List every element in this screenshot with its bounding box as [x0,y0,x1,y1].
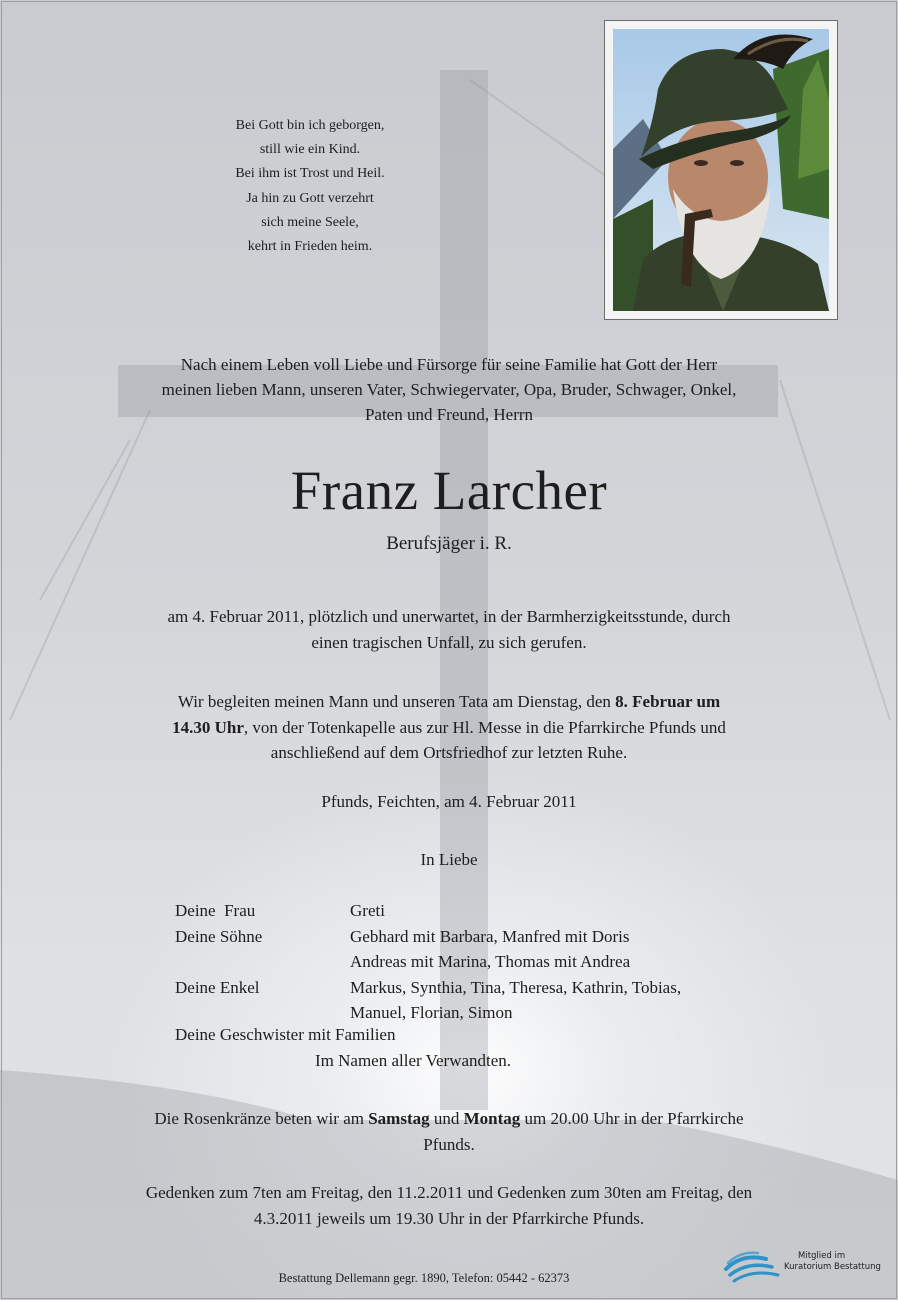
family-names: Andreas mit Marina, Thomas mit Andrea [350,952,631,971]
siblings-line: Deine Geschwister mit Familien [175,1025,396,1044]
in-love-heading: In Liebe [420,850,478,869]
portrait-photo [613,29,829,311]
relation-label: Deine Enkel [175,977,260,997]
intro-line: Nach einem Leben voll Liebe und Fürsorge für seine Familie hat Gott der Herr [180,355,718,374]
kuratorium-badge [722,1245,881,1290]
funeral-text: Wir begleiten meinen Mann und unseren Tata am Dienstag, den [177,692,616,711]
kuratorium-member-text: Mitglied im [798,1251,846,1261]
poem-line: Ja hin zu Gott verzehrt [246,190,374,206]
rosary-notice [40,1106,858,1157]
death-line: einen tragischen Unfall, zu sich gerufen. [311,632,587,652]
funeral-notice [40,689,858,766]
relation-column [175,898,262,1000]
funeral-line-2 [40,715,858,741]
relation-label: Deine Söhne [175,926,263,946]
funeral-line-1 [40,689,858,715]
poem [190,114,430,259]
memorial-notice [40,1180,858,1231]
deceased-title: Berufsjäger i. R. [386,533,512,554]
names-column [350,898,681,1026]
intro-paragraph [40,352,858,427]
family-names: Gebhard mit Barbara, Manfred mit Doris [350,926,630,946]
rosary-text: um 20.00 Uhr in der Pfarrkirche [520,1109,744,1128]
relatives-line: Im Namen aller Verwandten. [315,1051,512,1070]
funeral-text: , von der Totenkapelle aus zur Hl. Messe in die Pfarrkirche Pfunds und [243,717,726,737]
family-names: Markus, Synthia, Tina, Theresa, Kathrin, Tobias, [350,977,682,997]
poem-line: Bei ihm ist Trost und Heil. [235,166,385,182]
death-notice [40,604,858,655]
rosary-text: Die Rosenkränze beten wir am [154,1109,369,1128]
funeral-line-3: anschließend auf dem Ortsfriedhof zur letzten Ruhe. [270,743,628,762]
deceased-name: Franz Larcher [290,460,608,521]
relation-label: Deine Frau [175,901,256,920]
death-line: am 4. Februar 2011, plötzlich und unerwartet, in der Barmherzigkeitsstunde, durch [167,607,731,626]
portrait-frame [604,20,838,320]
rosary-line-2: Pfunds. [423,1134,475,1154]
kuratorium-name-text: Kuratorium Bestattung [784,1262,881,1272]
family-list [175,898,815,1068]
family-names: Manuel, Florian, Simon [350,1003,513,1022]
intro-line: Paten und Freund, Herrn [364,405,534,424]
poem-line: sich meine Seele, [261,214,359,230]
funeral-date: 8. Februar um [615,692,721,711]
funeral-time: 14.30 Uhr [172,717,244,737]
family-names: Greti [350,901,385,920]
funeral-home-footer: Bestattung Dellemann gegr. 1890, Telefon: 05442 - 62373 [278,1271,570,1285]
poem-line: still wie ein Kind. [259,142,361,158]
kuratorium-logo-icon [722,1247,788,1287]
memorial-line: Gedenken zum 7ten am Freitag, den 11.2.2011 und Gedenken zum 30ten am Freitag, den [145,1183,753,1202]
memorial-line: 4.3.2011 jeweils um 19.30 Uhr in der Pfarrkirche Pfunds. [253,1208,645,1228]
rosary-day: Montag [463,1109,521,1128]
poem-line: kehrt in Frieden heim. [247,239,373,255]
intro-line: meinen lieben Mann, unseren Vater, Schwiegervater, Opa, Bruder, Schwager, Onkel, [161,380,737,399]
rosary-line-1 [40,1106,858,1132]
place-date: Pfunds, Feichten, am 4. Februar 2011 [321,792,577,811]
poem-line: Bei Gott bin ich geborgen, [235,118,385,133]
rosary-day: Samstag [368,1109,430,1128]
rosary-text: und [429,1109,464,1128]
